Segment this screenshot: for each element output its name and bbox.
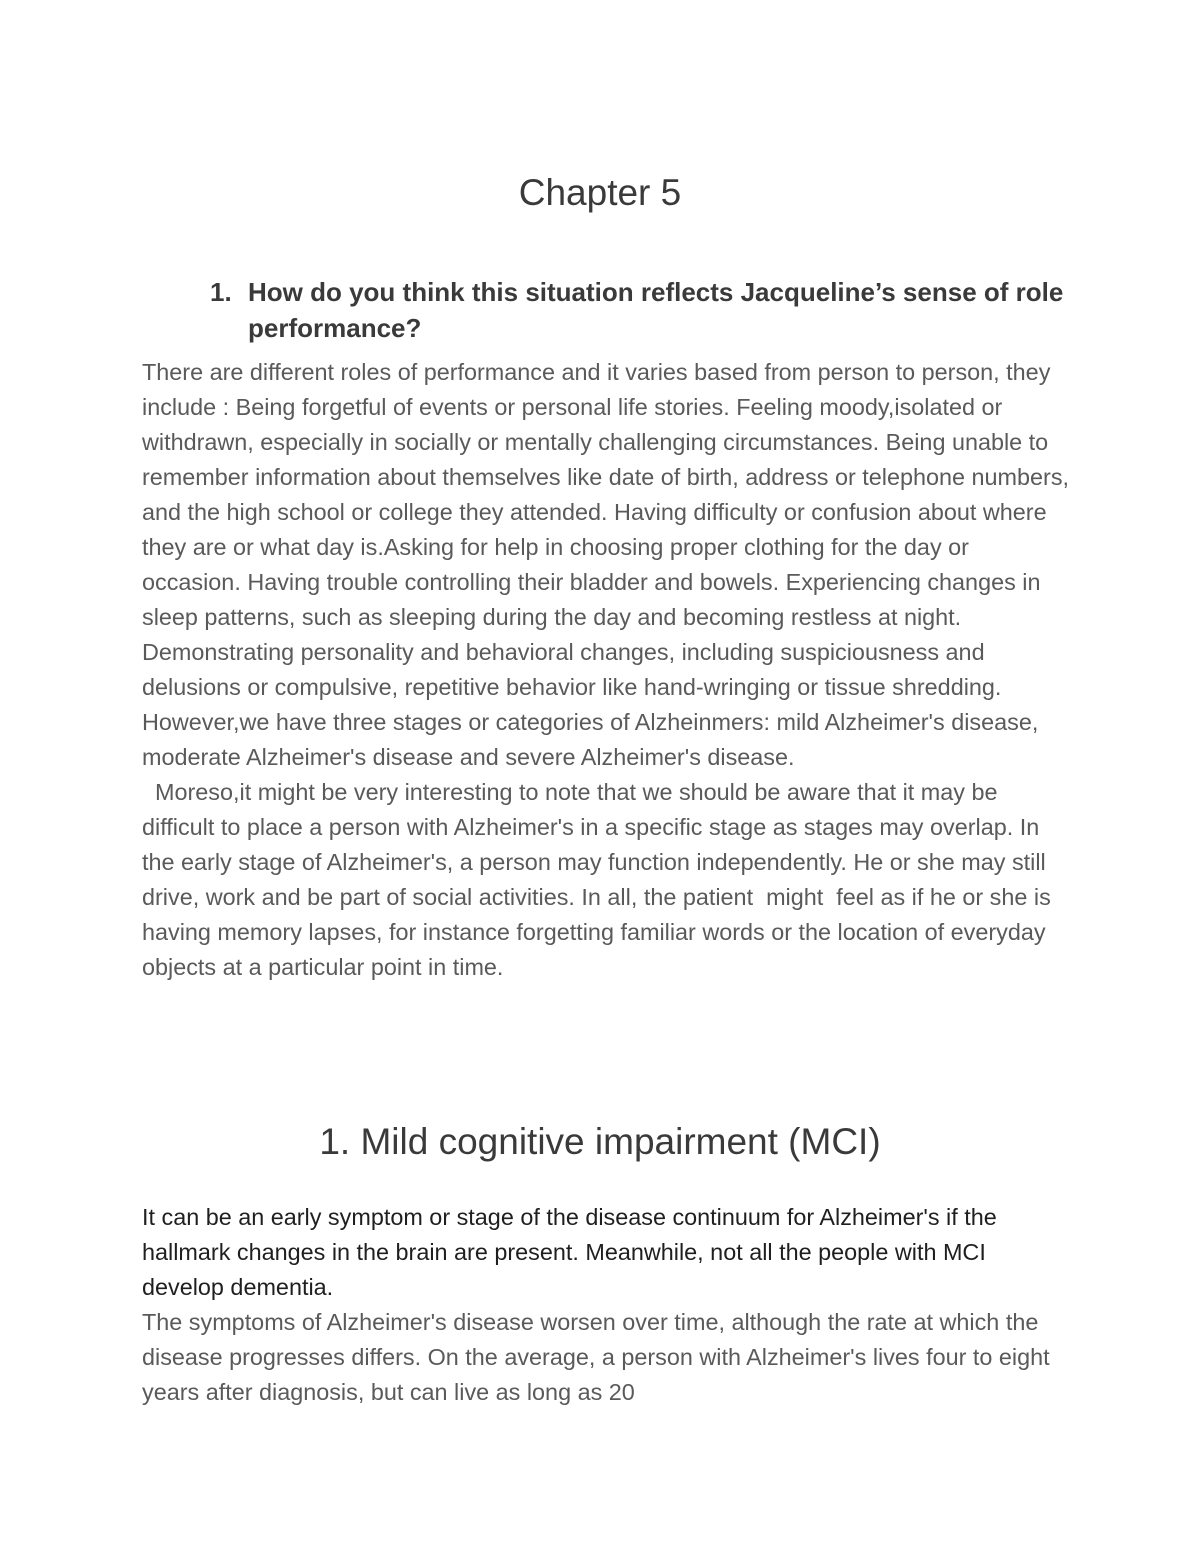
question-item	[210, 274, 1090, 346]
closing-body	[142, 1305, 1072, 1410]
answer-paragraph: However,we have three stages or categories of Alzheinmers: mild Alzheimer's disease, moderate Alzheimer's disease and severe Alzheimer's disease.	[142, 709, 1039, 770]
closing-paragraph: The symptoms of Alzheimer's disease worsen over time, although the rate at which the disease progresses differs. On the average, a person with Alzheimer's lives four to eight years after diagnosis, but can live as long as 20	[142, 1309, 1050, 1405]
mci-body	[142, 1200, 1072, 1305]
answer-paragraph: There are different roles of performance and it varies based from person to person, they include : Being forgetful of events or personal life stories. Feeling moody,isolated or withdrawn, especially in socially or mentally challenging circumstances. Being unable to remember information about themselves like date of birth, address or telephone numbers, and the high school or college they attended. Having difficulty or confusion about where they are or what day is.Asking for help in choosing proper clothing for the day or occasion. Having trouble controlling their bladder and bowels. Experiencing changes in sleep patterns, such as sleeping during the day and becoming restless at night. Demonstrating personality and behavioral changes, including suspiciousness and delusions or compulsive, repetitive behavior like hand-wringing or tissue shredding.	[142, 359, 1070, 700]
question-number: 1.	[210, 277, 232, 307]
answer-paragraph: Moreso,it might be very interesting to note that we should be aware that it may be difficult to place a person with Alzheimer's in a specific stage as stages may overlap. In the early stage of Alzheimer's, a person may function independently. He or she may still drive, work and be part of social activities. In all, the patient might feel as if he or she is having memory lapses, for instance forgetting familiar words or the location of everyday objects at a particular point in time.	[142, 779, 1058, 980]
answer-body	[142, 355, 1072, 985]
chapter-title: Chapter 5	[518, 172, 682, 213]
mci-paragraph: It can be an early symptom or stage of the disease continuum for Alzheimer's if the hallmark changes in the brain are present. Meanwhile, not all the people with MCI develop dementia.	[142, 1204, 997, 1300]
question-text: How do you think this situation reflects Jacqueline’s sense of role performance?	[248, 277, 1064, 343]
section-heading: 1. Mild cognitive impairment (MCI)	[319, 1121, 881, 1162]
